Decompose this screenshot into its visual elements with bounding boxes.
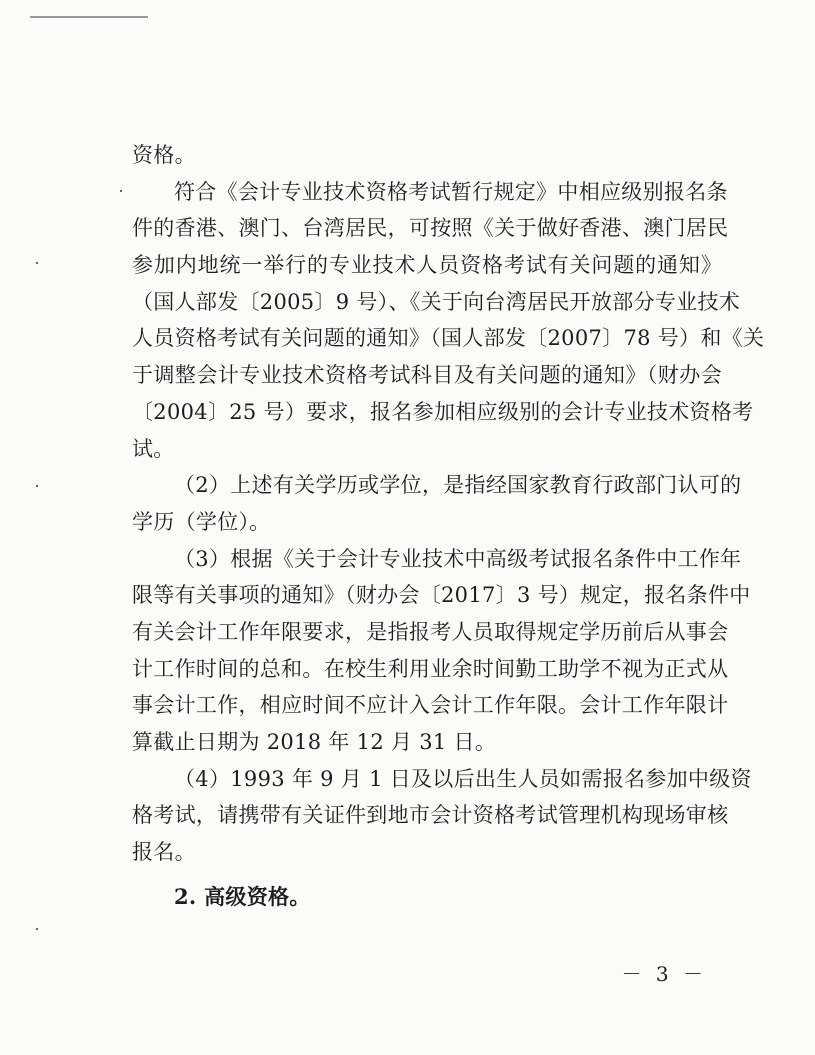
paragraph-line: 格考试，请携带有关证件到地市会计资格考试管理机构现场审核 [132, 803, 729, 828]
paragraph-line: 算截止日期为 2018 年 12 月 31 日。 [132, 730, 497, 754]
paragraph-line: 限等有关事项的通知》（财办会〔2017〕3 号）规定，报名条件中 [132, 583, 751, 608]
paragraph-line: 资格。 [132, 143, 196, 167]
document-body [132, 137, 765, 915]
paragraph-line: （国人部发〔2005〕9 号）、《关于向台湾居民开放部分专业技术 [132, 289, 741, 314]
paragraph-line: （4）1993 年 9 月 1 日及以后出生人员如需报名参加中级资 [174, 766, 752, 791]
paragraph-line: 学历（学位）。 [132, 509, 271, 534]
paragraph-line: 报名。 [132, 840, 196, 865]
paragraph-line: 符合《会计专业技术资格考试暂行规定》中相应级别报名条 [174, 179, 728, 204]
paragraph-line: （3）根据《关于会计专业技术中高级考试报名条件中工作年 [174, 546, 742, 571]
paragraph-line: 事会计工作，相应时间不应计入会计工作年限。会计工作年限计 [132, 693, 729, 718]
scan-speck [120, 190, 122, 192]
scan-speck [36, 928, 38, 930]
paragraph-line: 有关会计工作年限要求，是指报考人员取得规定学历前后从事会 [132, 619, 729, 644]
section-heading: 2. 高级资格。 [174, 883, 311, 909]
paragraph-line: 试。 [132, 436, 175, 461]
paragraph-line: 〔2004〕25 号）要求，报名参加相应级别的会计专业技术资格考 [132, 399, 754, 424]
paragraph-line: 人员资格考试有关问题的通知》（国人部发〔2007〕78 号）和《关 [132, 326, 765, 351]
paragraph-line: 计工作时间的总和。在校生利用业余时间勤工助学不视为正式从 [132, 656, 729, 681]
scan-speck [36, 485, 38, 487]
scan-artifact-line [30, 16, 148, 18]
paragraph-line: 件的香港、澳门、台湾居民，可按照《关于做好香港、澳门居民 [132, 216, 729, 241]
page-number: － 3 － [621, 962, 707, 986]
paragraph-line: 于调整会计专业技术资格考试科目及有关问题的通知》（财办会 [132, 363, 722, 388]
scan-speck [36, 262, 38, 264]
paragraph-line: 参加内地统一举行的专业技术人员资格考试有关问题的通知》 [132, 253, 722, 278]
paragraph-line: （2）上述有关学历或学位，是指经国家教育行政部门认可的 [174, 473, 742, 498]
